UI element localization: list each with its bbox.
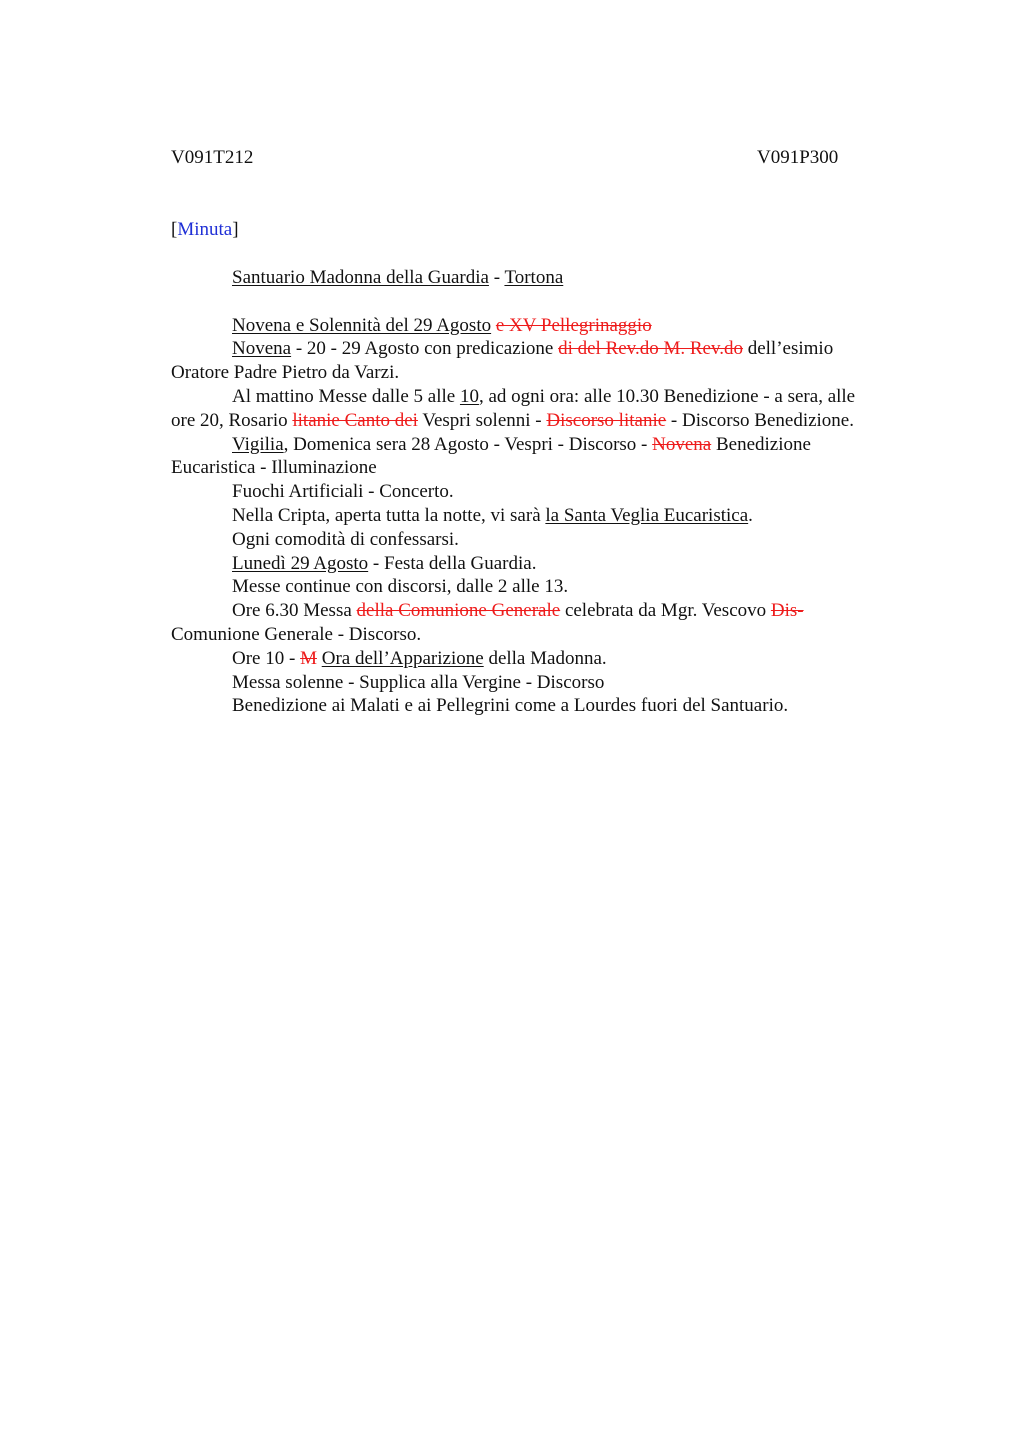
underlined-text: 10: [459, 385, 479, 407]
text-run: ore 20, Rosario: [171, 409, 293, 431]
document-body: [171, 218, 931, 718]
document-title: [171, 266, 931, 290]
paragraph-line: [171, 433, 931, 457]
paragraph-line: [171, 409, 931, 433]
subtitle-text: Novena e Solennità del 29 Agosto: [232, 314, 492, 336]
spacer: [171, 290, 931, 314]
paragraph-line: [171, 647, 931, 671]
deleted-text: Discorso litanie: [546, 409, 667, 431]
text-run: Ore 6.30 Messa: [232, 600, 357, 622]
deleted-text: e XV Pellegrinaggio: [495, 314, 652, 336]
document-code-left: V091T212: [171, 147, 254, 168]
text-run: Ore 10 -: [232, 647, 301, 669]
deleted-text: M: [300, 647, 317, 669]
spacer: [171, 242, 931, 266]
text-run: Vespri solenni -: [417, 409, 547, 431]
document-code-right: V091P300: [757, 147, 839, 168]
deleted-text: di del Rev.do M. Rev.do: [558, 338, 743, 360]
paragraph-line: [171, 552, 931, 576]
text-run: Al mattino Messe dalle 5 alle: [232, 385, 460, 407]
paragraph-line: Eucaristica - Illuminazione: [171, 457, 377, 479]
minuta-label: [171, 218, 931, 242]
paragraph-line: Messa solenne - Supplica alla Vergine - Discorso: [232, 671, 605, 693]
paragraph-line: [171, 504, 931, 528]
deleted-text: Dis-: [770, 600, 804, 622]
text-run: della Madonna.: [483, 647, 607, 669]
minuta-text: Minuta: [177, 219, 233, 240]
paragraph-line: [171, 599, 931, 623]
underlined-text: Vigilia: [232, 433, 284, 455]
bracket-close: ]: [232, 219, 239, 240]
text-run: - 20 - 29 Agosto con predicazione: [291, 338, 559, 360]
text-run: - Discorso Benedizione.: [666, 409, 854, 431]
text-run: dell’esimio: [742, 338, 834, 360]
paragraph-line: [171, 337, 931, 361]
bracket-open: [: [171, 219, 178, 240]
title-sanctuary: Santuario Madonna della Guardia: [232, 266, 489, 288]
text-run: , ad ogni ora: alle 10.30 Benedizione - a sera, alle: [478, 385, 856, 407]
document-subtitle: [171, 314, 931, 338]
underlined-text: Novena: [232, 338, 292, 360]
paragraph-line: Benedizione ai Malati e ai Pellegrini come a Lourdes fuori del Santuario.: [232, 695, 789, 717]
deleted-text: Novena: [652, 433, 712, 455]
paragraph-line: [171, 385, 931, 409]
underlined-text: la Santa Veglia Eucaristica: [545, 504, 749, 526]
deleted-text: litanie Canto dei: [292, 409, 418, 431]
paragraph-line: Ogni comodità di confessarsi.: [232, 528, 459, 550]
text-run: , Domenica sera 28 Agosto - Vespri - Discorso -: [283, 433, 653, 455]
text-run: - Festa della Guardia.: [368, 552, 537, 574]
paragraph-line: Oratore Padre Pietro da Varzi.: [171, 362, 400, 384]
title-city: Tortona: [504, 266, 564, 288]
underlined-text: Lunedì 29 Agosto: [232, 552, 369, 574]
text-run: .: [748, 504, 753, 526]
text-run: Benedizione: [711, 433, 811, 455]
text-run: celebrata da Mgr. Vescovo: [560, 600, 771, 622]
paragraph-line: Comunione Generale - Discorso.: [171, 623, 422, 645]
deleted-text: della Comunione Generale: [356, 600, 561, 622]
text-run: Nella Cripta, aperta tutta la notte, vi sarà: [232, 504, 546, 526]
paragraph-line: Fuochi Artificiali - Concerto.: [232, 481, 454, 503]
paragraph-line: Messe continue con discorsi, dalle 2 alle 13.: [232, 576, 569, 598]
underlined-text: Ora dell’Apparizione: [321, 647, 484, 669]
title-separator: -: [488, 266, 505, 288]
